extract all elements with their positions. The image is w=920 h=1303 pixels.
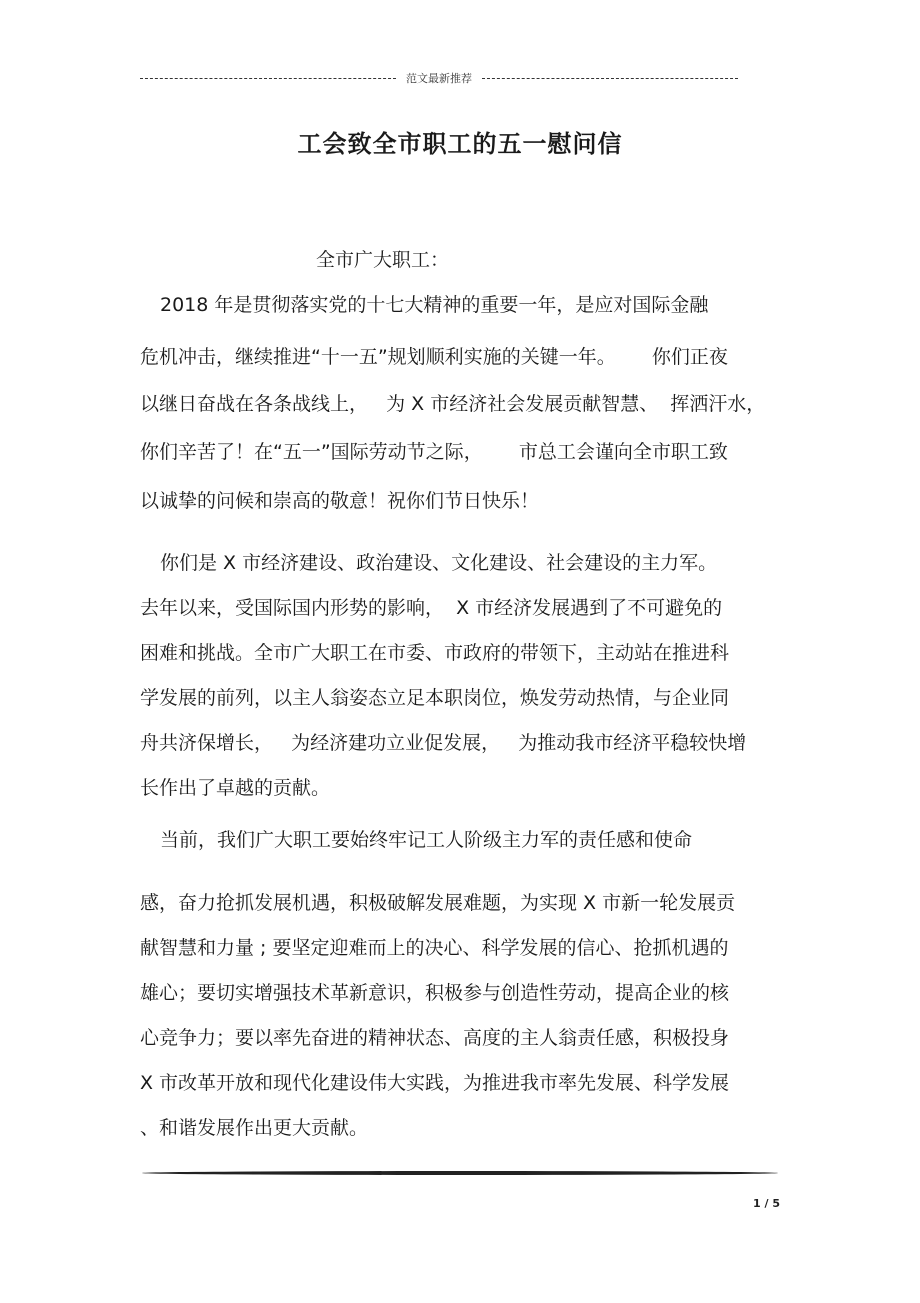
body-line: 、和谐发展作出更大贡献。 <box>140 1117 369 1139</box>
header-text: 范文最新推荐 <box>406 72 472 85</box>
body-line: 当前，我们广大职工要始终牢记工人阶级主力军的责任感和使命 <box>160 829 693 851</box>
body-line: 你们是 X 市经济建设、政治建设、文化建设、社会建设的主力军。 <box>160 552 718 574</box>
body-line: X 市改革开放和现代化建设伟大实践，为推进我市率先发展、科学发展 <box>140 1072 730 1094</box>
page-number: 1 / 5 <box>753 1197 780 1210</box>
document-title: 工会致全市职工的五一慰问信 <box>297 129 623 158</box>
header-dash-right <box>482 78 738 79</box>
salutation: 全市广大职工： <box>316 249 450 271</box>
body-line: 心竞争力；要以率先奋进的精神状态、高度的主人翁责任感，积极投身 <box>140 1027 730 1049</box>
body-line: 感，奋力抢抓发展机遇，积极破解发展难题，为实现 X 市新一轮发展贡 <box>140 892 736 914</box>
footer-rule <box>142 1171 778 1175</box>
body-line: 舟共济保增长， 为经济建功立业促发展， 为推动我市经济平稳较快增 <box>140 732 747 754</box>
header-dash-left <box>140 78 396 79</box>
body-line: 以继日奋战在各条战线上， 为 X 市经济社会发展贡献智慧、 挥洒汗水， <box>140 393 766 415</box>
body-line: 危机冲击，继续推进“十一五”规划顺利实施的关键一年。 你们正夜 <box>140 346 728 368</box>
body-line: 以诚挚的问候和崇高的敬意！祝你们节日快乐！ <box>140 490 540 512</box>
body-line: 你们辛苦了！在“五一”国际劳动节之际， 市总工会谨向全市职工致 <box>140 441 728 463</box>
body-line: 长作出了卓越的贡献。 <box>140 777 331 799</box>
body-line: 去年以来，受国际国内形势的影响， X 市经济发展遇到了不可避免的 <box>140 597 723 619</box>
body-line: 困难和挑战。全市广大职工在市委、市政府的带领下，主动站在推进科 <box>140 642 730 664</box>
body-line: 雄心；要切实增强技术革新意识，积极参与创造性劳动，提高企业的核 <box>140 982 730 1004</box>
body-line: 献智慧和力量 ; 要坚定迎难而上的决心、科学发展的信心、抢抓机遇的 <box>140 937 729 959</box>
body-line: 学发展的前列，以主人翁姿态立足本职岗位，焕发劳动热情，与企业同 <box>140 687 730 709</box>
body-line: 2018 年是贯彻落实党的十七大精神的重要一年，是应对国际金融 <box>160 294 709 316</box>
page-header <box>140 70 738 86</box>
